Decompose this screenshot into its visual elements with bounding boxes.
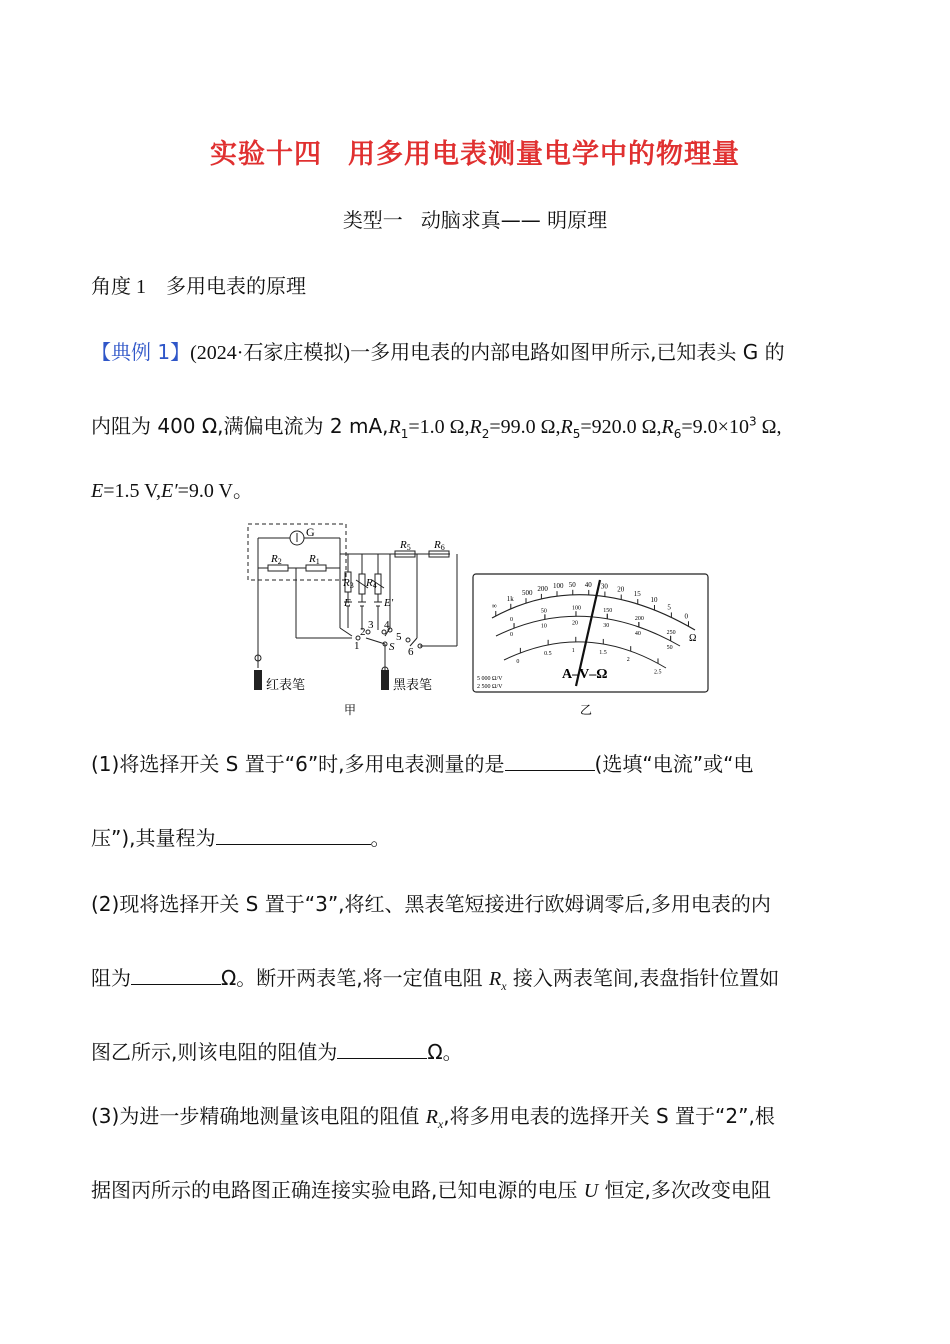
label-E: E — [344, 597, 351, 609]
ohm-symbol: Ω — [689, 633, 697, 644]
ac-scale-label: 0 — [516, 658, 520, 665]
dc-scale-inner-label: 20 — [571, 620, 578, 627]
ohm-scale-label: 1k — [506, 594, 514, 603]
label-R6: R6 — [434, 539, 445, 552]
ohm-scale-label: 5 — [667, 603, 671, 612]
label-R1: R1 — [309, 553, 320, 566]
meter-spec-1: 5 000 Ω/V — [477, 676, 503, 682]
question-2-line-2: 阻为 Ω。断开两表笔,将一定值电阻 $R_x$ 接入两表笔间,表盘指针位置如 — [91, 966, 780, 993]
black-probe-label: 黑表笔 — [393, 677, 433, 692]
ohm-scale-label: 200 — [537, 584, 548, 593]
dc-scale-inner-label: 30 — [603, 622, 610, 629]
ohm-scale-label: 50 — [568, 580, 576, 589]
example-line-1: 【典例 1】(2024·石家庄模拟)一多用电表的内部电路如图甲所示,已知表头 G 的 — [91, 340, 785, 364]
dc-scale-label: 100 — [571, 605, 581, 612]
meter-title: A–V–Ω — [562, 667, 608, 682]
example-tag: 【典例 1】 — [91, 340, 191, 364]
ohm-scale-label: 10 — [650, 596, 658, 605]
dc-scale-label: 0 — [510, 617, 514, 624]
answer-blank-1a[interactable] — [505, 752, 595, 771]
dc-scale-label: 250 — [666, 629, 676, 636]
switch-pos-1: 1 — [354, 640, 360, 652]
dc-scale-label: 150 — [603, 607, 613, 614]
page-title: 实验十四 用多用电表测量电学中的物理量 — [210, 139, 740, 170]
meter-dial — [473, 574, 708, 692]
ohm-scale-label: 30 — [600, 582, 608, 591]
switch-pos-3: 3 — [368, 619, 374, 631]
section-subtitle: 类型一 动脑求真—— 明原理 — [342, 208, 608, 232]
red-probe-label: 红表笔 — [266, 677, 306, 692]
ac-scale-label: 2 — [626, 657, 630, 664]
dc-scale-inner-label: 40 — [634, 630, 641, 637]
switch-pos-4: 4 — [384, 619, 390, 631]
circuit-and-meter-figure — [240, 518, 715, 718]
label-E-prime: E′ — [384, 597, 394, 609]
question-3-line-1: (3)为进一步精确地测量该电阻的阻值 $R_x$,将多用电表的选择开关 S 置于“2”,根 — [91, 1104, 775, 1131]
switch-pos-6: 6 — [408, 646, 414, 658]
angle-heading: 角度 1 多用电表的原理 — [91, 274, 306, 298]
ac-scale-label: 1 — [571, 647, 575, 654]
ohm-scale-label: 0 — [684, 612, 688, 621]
example-line-3: E=1.5 V,E′=9.0 V。 — [91, 480, 253, 502]
ohm-scale-label: 20 — [617, 585, 625, 594]
switch-pos-2: 2 — [360, 626, 366, 638]
switch-pos-5: 5 — [396, 631, 402, 643]
answer-blank-1b[interactable] — [216, 826, 371, 845]
ohm-scale-label: ∞ — [491, 601, 497, 610]
answer-blank-2a[interactable] — [131, 966, 221, 985]
dc-scale-label: 200 — [634, 615, 644, 622]
ohm-scale-label: 100 — [552, 582, 564, 591]
dc-scale-inner-label: 50 — [666, 644, 673, 651]
ac-scale-label: 1.5 — [599, 649, 607, 656]
label-S: S — [389, 641, 395, 653]
dc-scale-inner-label: 0 — [510, 632, 514, 639]
label-G: G — [306, 525, 315, 539]
label-R4: R4 — [366, 577, 377, 590]
circuit-diagram — [248, 524, 457, 680]
ohm-scale-label: 40 — [584, 580, 592, 589]
dc-scale-inner-label: 10 — [540, 623, 547, 630]
label-R5: R5 — [400, 539, 411, 552]
answer-blank-2b[interactable] — [337, 1040, 427, 1059]
meter-spec-2: 2 500 Ω/V — [477, 684, 503, 690]
caption-jia: 甲 — [344, 703, 357, 717]
caption-yi: 乙 — [580, 703, 593, 717]
ac-scale-label: 0.5 — [544, 650, 552, 657]
ohm-scale-label: 500 — [522, 589, 533, 598]
question-1-line-2: 压”),其量程为 。 — [91, 826, 391, 850]
example-line-2: 内阻为 400 Ω,满偏电流为 2 $mA,R_1=1.0$ $\Omega,R_2=99.0$ $\Omega,R_5=920.0$ $\Omega,R_6=9.0\times 10^3$ Ω, — [91, 414, 782, 441]
question-2-line-1: (2)现将选择开关 S 置于“3”,将红、黑表笔短接进行欧姆调零后,多用电表的内 — [91, 892, 771, 916]
label-R3: R3 — [343, 577, 354, 590]
ohm-scale-label: 15 — [633, 590, 641, 599]
black-probe — [381, 670, 389, 690]
red-probe — [254, 670, 262, 690]
label-R2: R2 — [271, 553, 282, 566]
question-3-line-2: 据图丙所示的电路图正确连接实验电路,已知电源的电压 U 恒定,多次改变电阻 — [91, 1178, 771, 1202]
question-2-line-3: 图乙所示,则该电阻的阻值为 Ω。 — [91, 1040, 463, 1064]
dc-scale-label: 50 — [540, 608, 547, 615]
question-1-line-1: (1)将选择开关 S 置于“6”时,多用电表测量的是 (选填“电流”或“电 — [91, 752, 754, 776]
ac-scale-label: 2.5 — [653, 669, 662, 676]
